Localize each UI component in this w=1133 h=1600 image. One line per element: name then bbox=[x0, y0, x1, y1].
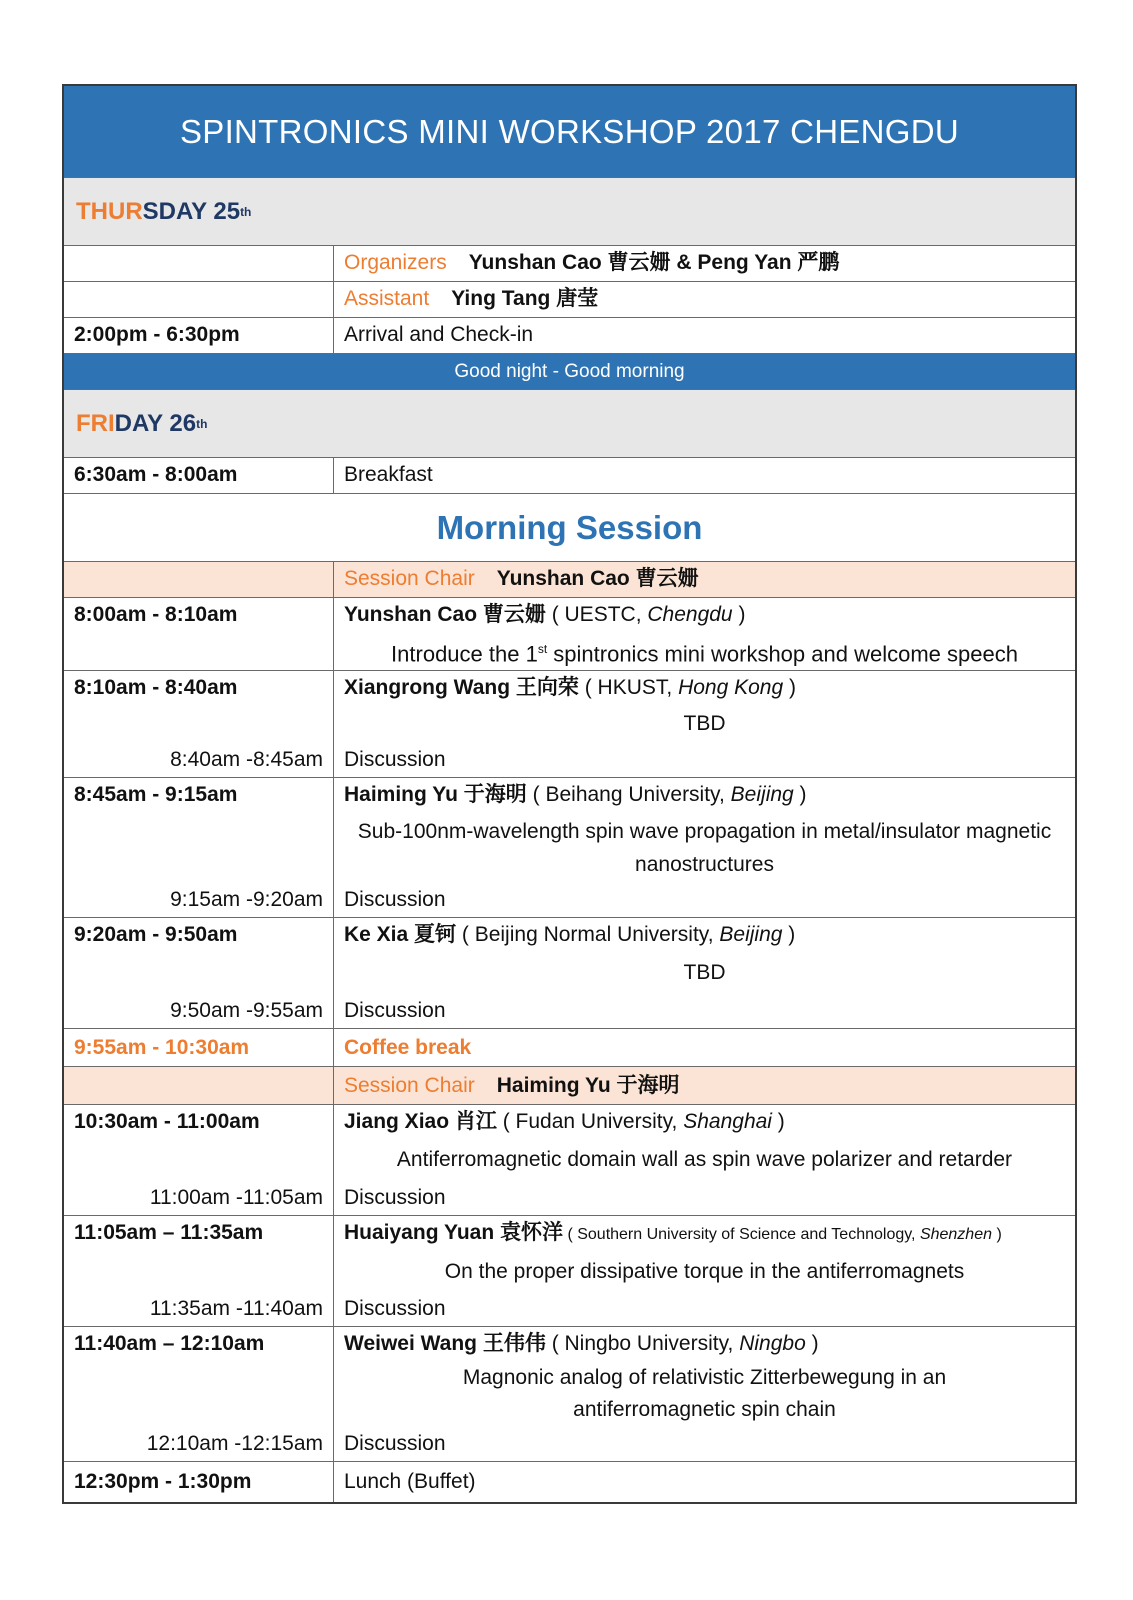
talk-time: 11:05am – 11:35am bbox=[74, 1221, 264, 1244]
chair1-name: Yunshan Cao 曹云姗 bbox=[496, 567, 699, 590]
talk-aff: ( Ningbo University, bbox=[545, 1332, 740, 1355]
intro-row bbox=[64, 598, 1075, 671]
talk-row bbox=[64, 1327, 1075, 1462]
talk-aff-close: ) bbox=[793, 783, 807, 806]
arrival-row bbox=[64, 318, 1075, 354]
talk-speaker: Ke Xia 夏钶 bbox=[344, 923, 457, 946]
talk-time: 8:45am - 9:15am bbox=[74, 783, 238, 806]
lunch-text: Lunch (Buffet) bbox=[344, 1470, 476, 1493]
talk-time: 11:40am – 12:10am bbox=[74, 1332, 265, 1355]
talk-cell bbox=[334, 671, 1075, 777]
chair2-label: Session Chair bbox=[344, 1073, 475, 1097]
arrival-text: Arrival and Check-in bbox=[344, 323, 534, 346]
thursday-day-highlight: THUR bbox=[76, 197, 143, 225]
talk-aff-close: ) bbox=[782, 923, 796, 946]
friday-day-rest: DAY 26 bbox=[114, 409, 197, 437]
schedule-table bbox=[62, 84, 1077, 1504]
talk-title: Antiferromagnetic domain wall as spin wave polarizer and retarder bbox=[396, 1148, 1013, 1171]
talk-row bbox=[64, 671, 1075, 778]
talk-speaker-line bbox=[344, 671, 1065, 705]
assistant-cell bbox=[334, 282, 1075, 317]
session-chair-row-2 bbox=[64, 1067, 1075, 1105]
coffee-text: Coffee break bbox=[344, 1035, 472, 1059]
talk-speaker: Jiang Xiao 肖江 bbox=[344, 1110, 497, 1133]
discussion-time: 11:00am -11:05am bbox=[149, 1186, 323, 1209]
discussion-label: Discussion bbox=[344, 1186, 446, 1209]
session-chair-row-1 bbox=[64, 562, 1075, 598]
talk-cell bbox=[334, 1216, 1075, 1326]
talk-aff-close: ) bbox=[783, 676, 796, 699]
arrival-time: 2:00pm - 6:30pm bbox=[64, 318, 334, 353]
talk-cell bbox=[334, 778, 1075, 917]
talk-city: Beijing bbox=[730, 783, 794, 806]
talk-city: Shenzhen bbox=[919, 1226, 992, 1243]
talk-cell bbox=[334, 1327, 1075, 1461]
assistant-label: Assistant bbox=[344, 287, 430, 310]
organizers-cell bbox=[334, 246, 1075, 281]
talk-time-cell bbox=[64, 778, 334, 917]
friday-header bbox=[64, 390, 1075, 458]
morning-session-header bbox=[64, 494, 1075, 562]
talk-aff: ( HKUST, bbox=[578, 676, 679, 699]
title-bar bbox=[64, 86, 1075, 178]
talk-speaker-line bbox=[344, 1216, 1065, 1252]
thursday-day-sup: th bbox=[240, 204, 252, 219]
talk-title: Magnonic analog of relativistic Zitterbewegung in an antiferromagnetic spin chain bbox=[462, 1366, 947, 1421]
talk-time-cell bbox=[64, 918, 334, 1028]
talk-title: On the proper dissipative torque in the antiferromagnets bbox=[444, 1260, 965, 1283]
discussion-time: 9:50am -9:55am bbox=[170, 999, 323, 1022]
talk-aff: ( Beihang University, bbox=[526, 783, 731, 806]
organizers-row bbox=[64, 246, 1075, 282]
chair2-name: Haiming Yu 于海明 bbox=[496, 1073, 680, 1097]
friday-day-sup: th bbox=[196, 416, 208, 431]
talk-title: TBD bbox=[683, 961, 726, 984]
night-band bbox=[64, 354, 1075, 390]
organizers-value: Yunshan Cao 曹云姗 & Peng Yan 严鹏 bbox=[468, 251, 840, 274]
talk-cell bbox=[334, 918, 1075, 1028]
talk-speaker: Xiangrong Wang 王向荣 bbox=[344, 676, 579, 699]
assistant-value: Ying Tang 唐莹 bbox=[451, 287, 599, 310]
intro-city: Chengdu bbox=[647, 603, 733, 626]
talk-speaker-line bbox=[344, 778, 1065, 812]
chair1-cell bbox=[334, 562, 1075, 597]
talk-aff: ( Southern University of Science and Technology, bbox=[563, 1226, 920, 1243]
breakfast-row bbox=[64, 458, 1075, 494]
intro-title-post: spintronics mini workshop and welcome speech bbox=[547, 641, 1018, 667]
coffee-row bbox=[64, 1029, 1075, 1067]
night-band-text: Good night - Good morning bbox=[454, 360, 685, 382]
chair2-time-cell bbox=[64, 1067, 334, 1104]
talk-aff-close: ) bbox=[771, 1110, 785, 1133]
talk-time: 9:20am - 9:50am bbox=[74, 923, 238, 946]
friday-day-highlight: FRI bbox=[76, 409, 115, 437]
talk-time-cell bbox=[64, 1105, 334, 1215]
talk-title: TBD bbox=[683, 712, 726, 735]
discussion-label: Discussion bbox=[344, 1432, 446, 1455]
chair2-cell bbox=[334, 1067, 1075, 1104]
talk-cell bbox=[334, 1105, 1075, 1215]
talk-time-cell bbox=[64, 671, 334, 777]
talk-city: Hong Kong bbox=[678, 676, 784, 699]
intro-speaker: Yunshan Cao 曹云姗 bbox=[344, 603, 546, 626]
talk-time-cell bbox=[64, 1327, 334, 1461]
intro-speaker-line bbox=[344, 598, 1065, 632]
breakfast-time: 6:30am - 8:00am bbox=[64, 458, 334, 493]
talk-row bbox=[64, 1216, 1075, 1327]
assistant-row bbox=[64, 282, 1075, 318]
intro-title-sup: st bbox=[537, 642, 548, 656]
lunch-time: 12:30pm - 1:30pm bbox=[64, 1462, 334, 1502]
talk-city: Ningbo bbox=[739, 1332, 806, 1355]
talk-speaker: Weiwei Wang 王伟伟 bbox=[344, 1332, 546, 1355]
talk-city: Beijing bbox=[719, 923, 783, 946]
talk-speaker: Huaiyang Yuan 袁怀洋 bbox=[344, 1221, 563, 1244]
chair1-time-cell bbox=[64, 562, 334, 597]
discussion-label: Discussion bbox=[344, 999, 446, 1022]
talk-speaker: Haiming Yu 于海明 bbox=[344, 783, 527, 806]
session-title: Morning Session bbox=[436, 508, 703, 546]
breakfast-text: Breakfast bbox=[344, 463, 433, 486]
talk-row bbox=[64, 1105, 1075, 1216]
thursday-header bbox=[64, 178, 1075, 246]
talk-speaker-line bbox=[344, 1105, 1065, 1139]
intro-title-pre: Introduce the 1 bbox=[391, 641, 538, 667]
discussion-label: Discussion bbox=[344, 748, 446, 771]
discussion-time: 9:15am -9:20am bbox=[170, 888, 323, 911]
page-title: SPINTRONICS MINI WORKSHOP 2017 CHENGDU bbox=[179, 112, 960, 150]
intro-title bbox=[344, 632, 1065, 671]
intro-time: 8:00am - 8:10am bbox=[74, 603, 238, 626]
intro-time-cell bbox=[64, 598, 334, 670]
talk-row bbox=[64, 918, 1075, 1029]
talk-time-cell bbox=[64, 1216, 334, 1326]
talk-time: 8:10am - 8:40am bbox=[74, 676, 238, 699]
chair1-label: Session Chair bbox=[344, 567, 475, 590]
discussion-time: 8:40am -8:45am bbox=[170, 748, 323, 771]
assistant-time-cell bbox=[64, 282, 334, 317]
talk-aff-close: ) bbox=[992, 1226, 1002, 1243]
discussion-time: 12:10am -12:15am bbox=[146, 1432, 323, 1455]
coffee-time: 9:55am - 10:30am bbox=[64, 1029, 334, 1066]
talk-speaker-line bbox=[344, 1327, 1065, 1361]
talk-aff: ( Fudan University, bbox=[496, 1110, 684, 1133]
lunch-row bbox=[64, 1462, 1075, 1502]
thursday-day-rest: SDAY 25 bbox=[142, 197, 241, 225]
talk-city: Shanghai bbox=[683, 1110, 772, 1133]
talk-aff: ( Beijing Normal University, bbox=[456, 923, 720, 946]
discussion-label: Discussion bbox=[344, 1297, 446, 1320]
discussion-label: Discussion bbox=[344, 888, 446, 911]
talk-title: Sub-100nm-wavelength spin wave propagation in metal/insulator magnetic nanostructures bbox=[357, 819, 1052, 876]
organizers-time-cell bbox=[64, 246, 334, 281]
intro-cell bbox=[334, 598, 1075, 670]
intro-close: ) bbox=[732, 603, 746, 626]
talk-speaker-line bbox=[344, 918, 1065, 952]
organizers-label: Organizers bbox=[344, 251, 447, 274]
talk-aff-close: ) bbox=[805, 1332, 819, 1355]
discussion-time: 11:35am -11:40am bbox=[149, 1297, 323, 1320]
intro-aff: ( UESTC, bbox=[545, 603, 648, 626]
talk-row bbox=[64, 778, 1075, 918]
talk-time: 10:30am - 11:00am bbox=[74, 1110, 260, 1133]
